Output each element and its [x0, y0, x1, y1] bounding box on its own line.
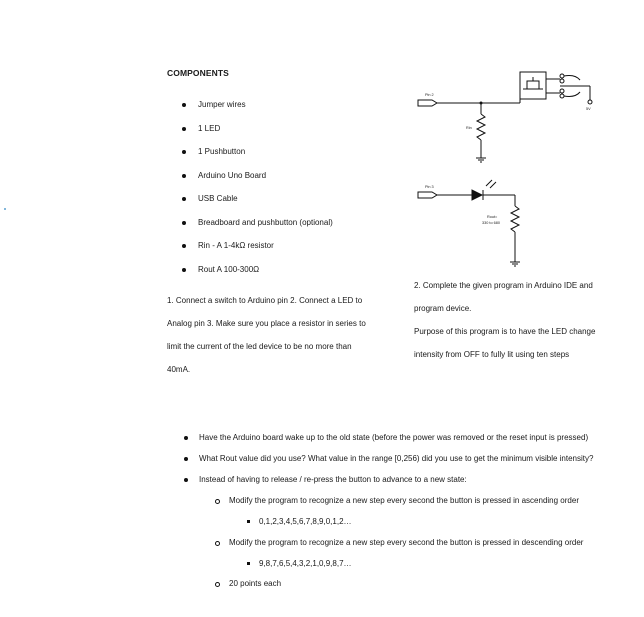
task1-line: 1. Connect a switch to Arduino pin 2. Connect a LED to — [167, 296, 363, 305]
sequence-item: 0,1,2,3,4,5,6,7,8,9,0,1,2… — [259, 517, 352, 526]
bullet — [182, 197, 186, 201]
circuit-diagram — [410, 66, 610, 274]
bullet — [182, 221, 186, 225]
question-item: Have the Arduino board wake up to the old state (before the power was removed or the reset input is pressed) — [199, 433, 589, 442]
bullet — [182, 150, 186, 154]
rout-resistor — [511, 206, 519, 232]
bullet — [182, 268, 186, 272]
component-item: USB Cable — [198, 194, 238, 203]
pin3-connector — [418, 192, 437, 198]
rout-label: Rout= — [487, 215, 498, 219]
rout-range-label: 330 to 680 — [482, 221, 500, 225]
task2-line: 2. Complete the given program in Arduino IDE and — [414, 281, 593, 290]
question-item: Instead of having to release / re-press the button to advance to a new state: — [199, 475, 467, 484]
rin-label: Rin — [466, 126, 472, 130]
component-item: 1 LED — [198, 124, 221, 133]
bullet — [182, 244, 186, 248]
task2-line: Purpose of this program is to have the LED change — [414, 327, 596, 336]
points-note: 20 points each — [229, 579, 282, 588]
pin2-connector — [418, 100, 437, 106]
component-item: 1 Pushbutton — [198, 147, 246, 156]
pin3-label: Pin 3 — [425, 185, 434, 189]
vcc-terminal — [588, 100, 592, 104]
bullet — [182, 174, 186, 178]
pushbutton-symbol — [520, 72, 546, 99]
pin2-label: Pin 2 — [425, 93, 434, 97]
question-item: What Rout value did you use? What value in the range [0,256) did you use to get the minimum visible intensity? — [199, 454, 594, 463]
sub-item: Modify the program to recognize a new step every second the button is pressed in ascending order — [229, 496, 579, 505]
bullet — [182, 127, 186, 131]
sub-bullet — [215, 541, 220, 546]
task2-line: intensity from OFF to fully lit using ten steps — [414, 350, 570, 359]
component-item: Rout A 100-300Ω — [198, 265, 260, 274]
task2-line: program device. — [414, 304, 472, 313]
sequence-bullet — [247, 562, 250, 565]
components-heading: COMPONENTS — [167, 68, 229, 78]
bullet — [184, 436, 188, 440]
vcc-label: 5V — [586, 107, 591, 111]
component-item: Rin - A 1-4kΩ resistor — [198, 241, 274, 250]
task1-line: Analog pin 3. Make sure you place a resistor in series to — [167, 319, 366, 328]
component-item: Breadboard and pushbutton (optional) — [198, 218, 333, 227]
task1-line: 40mA. — [167, 365, 191, 374]
margin-dot — [4, 208, 6, 210]
bullet — [184, 457, 188, 461]
sequence-bullet — [247, 520, 250, 523]
bullet — [182, 103, 186, 107]
sub-bullet — [215, 499, 220, 504]
component-item: Jumper wires — [198, 100, 246, 109]
sub-item: Modify the program to recognize a new step every second the button is pressed in descending order — [229, 538, 584, 547]
led-symbol — [472, 190, 482, 200]
sequence-item: 9,8,7,6,5,4,3,2,1,0,9,8,7… — [259, 559, 352, 568]
bullet — [184, 478, 188, 482]
task1-line: limit the current of the led device to be no more than — [167, 342, 352, 351]
component-item: Arduino Uno Board — [198, 171, 267, 180]
sub-bullet — [215, 582, 220, 587]
rin-resistor — [477, 114, 485, 140]
